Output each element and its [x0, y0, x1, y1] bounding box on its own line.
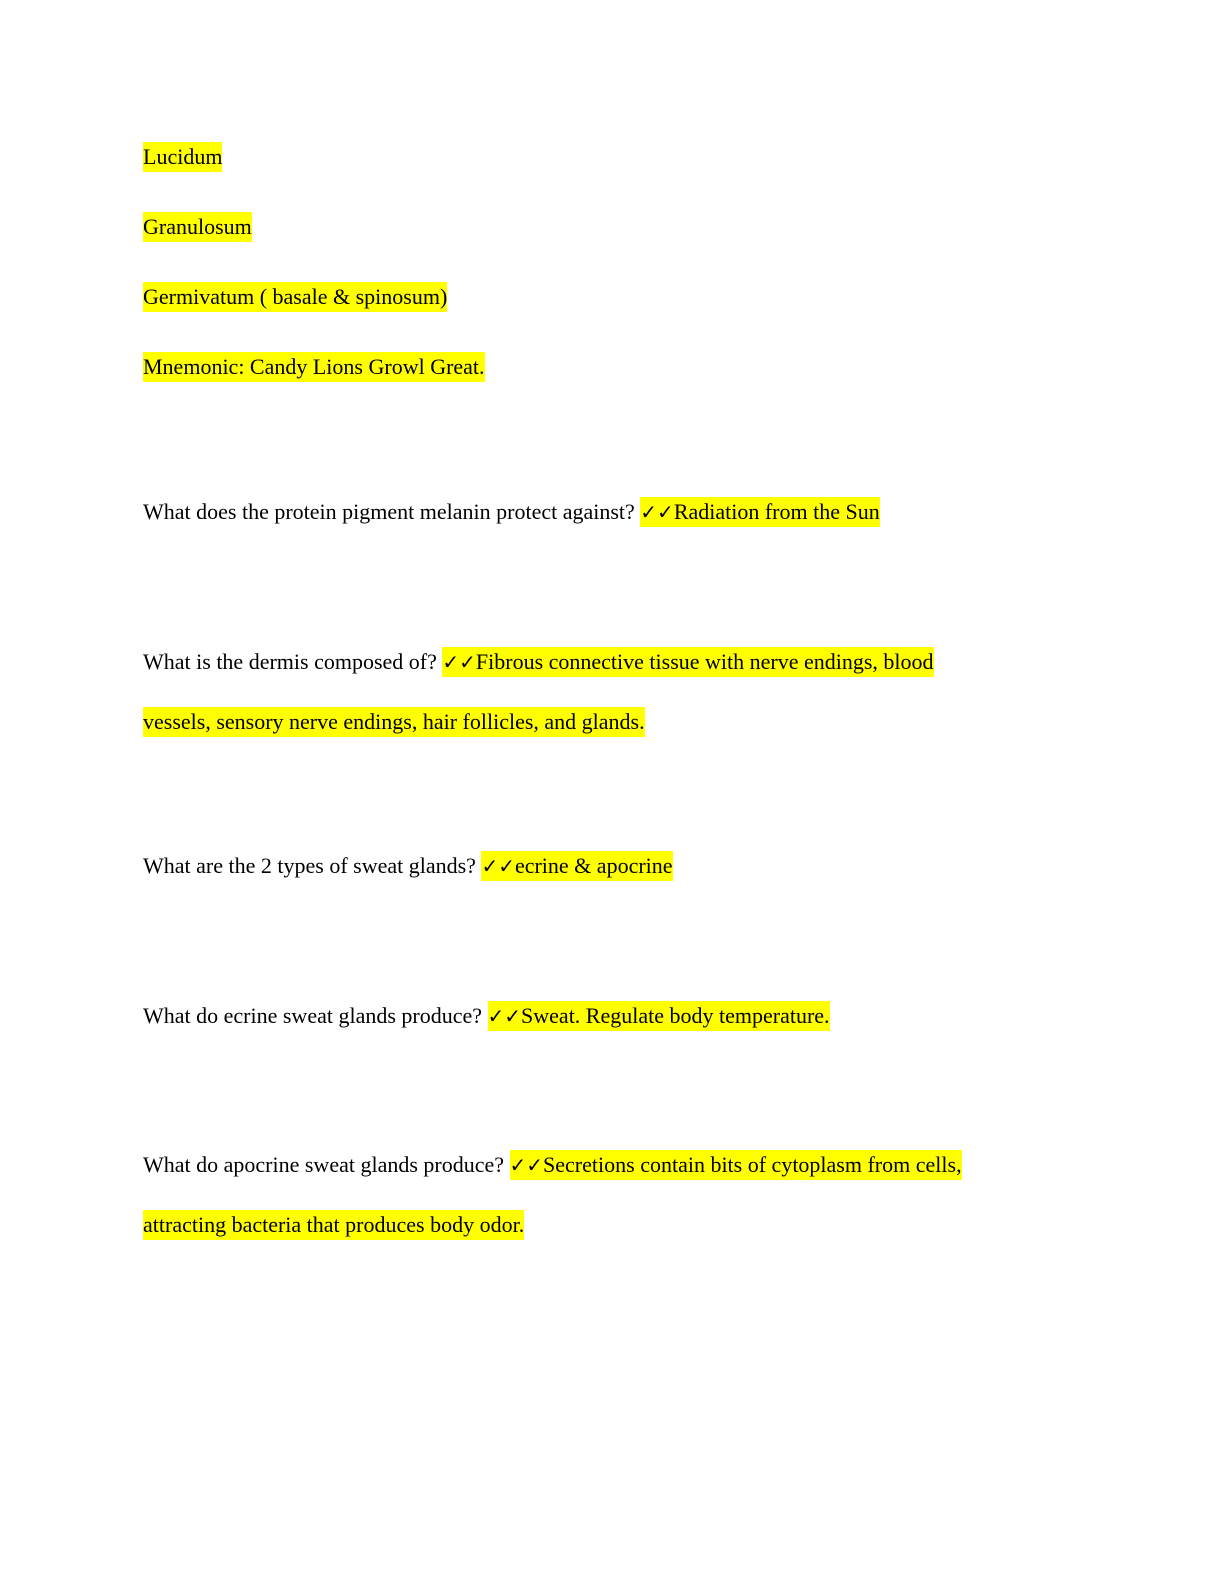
double-check-icon: ✓✓: [442, 650, 476, 674]
mnemonic-text: Mnemonic: Candy Lions Growl Great.: [143, 352, 485, 382]
answer-text: Sweat. Regulate body temperature.: [521, 1003, 830, 1028]
double-check-icon: ✓✓: [487, 1004, 522, 1028]
qa-item-apocrine: [143, 1150, 962, 1180]
question-text: What do apocrine sweat glands produce?: [143, 1152, 510, 1177]
answer-text: attracting bacteria that produces body odor.: [143, 1210, 524, 1240]
qa-item-dermis: [143, 647, 934, 677]
layer-text: Lucidum: [143, 142, 222, 172]
qa-item-ecrine: [143, 1001, 830, 1031]
layer-lucidum: [143, 142, 222, 172]
question-text: What does the protein pigment melanin protect against?: [143, 499, 641, 524]
answer-text: vessels, sensory nerve endings, hair follicles, and glands.: [143, 707, 645, 737]
double-check-icon: ✓✓: [640, 500, 674, 524]
question-text: What are the 2 types of sweat glands?: [143, 853, 482, 878]
qa-item-dermis-continued: [143, 707, 645, 737]
layer-text: Germivatum ( basale & spinosum): [143, 282, 447, 312]
question-text: What do ecrine sweat glands produce?: [143, 1003, 488, 1028]
answer-text: Fibrous connective tissue with nerve endings, blood: [475, 649, 934, 674]
mnemonic: [143, 352, 485, 382]
double-check-icon: ✓✓: [509, 1153, 544, 1177]
layer-granulosum: [143, 212, 252, 242]
qa-item-sweat-gland-types: [143, 851, 673, 881]
answer-text: ecrine & apocrine: [514, 853, 673, 878]
answer-text: Secretions contain bits of cytoplasm from cells,: [543, 1152, 962, 1177]
question-text: What is the dermis composed of?: [143, 649, 443, 674]
double-check-icon: ✓✓: [481, 854, 515, 878]
qa-item-melanin: [143, 497, 880, 527]
answer-text: Radiation from the Sun: [673, 499, 880, 524]
layer-text: Granulosum: [143, 212, 252, 242]
qa-item-apocrine-continued: [143, 1210, 524, 1240]
layer-germivatum: [143, 282, 447, 312]
